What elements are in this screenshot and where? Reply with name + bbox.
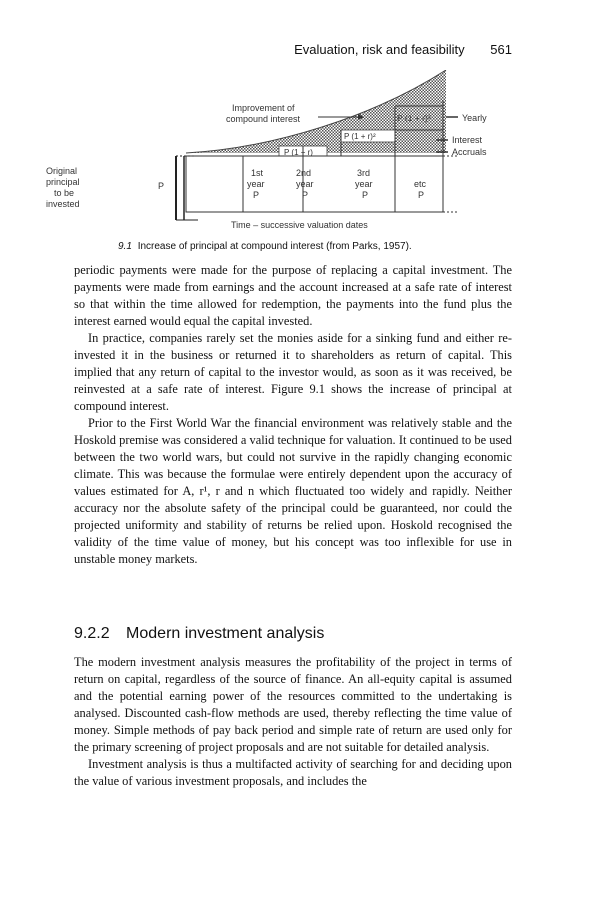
label-original-4: invested: [46, 199, 80, 209]
label-original-1: Original: [46, 166, 78, 176]
figure-caption: [118, 241, 558, 252]
col3-year-label: 3rd: [357, 168, 371, 178]
label-second-formula: P (1 + r)²: [344, 132, 376, 141]
col4-p: P: [418, 190, 425, 200]
section-number: 9.2.2: [74, 625, 110, 642]
paragraph-2: In practice, companies rarely set the monies aside for a sinking fund and either re-invested it in the business or returned it to shareholders as return of capital. This implied that any return of capital to the investor would, as soon as it was received, be reinvested at a safe rate of interest. Figure 9.1 shows the increase of principal at compound interest.: [74, 331, 512, 413]
body-text-bottom: [74, 654, 512, 790]
label-improvement-1: Improvement of: [232, 103, 295, 113]
running-head-title: Evaluation, risk and feasibility: [294, 42, 465, 57]
legend-yearly: Yearly: [462, 113, 487, 123]
section-heading: [74, 625, 324, 643]
col1-year-label: 1st: [251, 168, 264, 178]
page-number: 561: [490, 42, 512, 57]
label-original-2: principal: [46, 177, 80, 187]
col1-p: P: [253, 190, 260, 200]
label-yearly-formula: P (1 + r)³: [397, 113, 431, 123]
paragraph-5: Investment analysis is thus a multifacted activity of searching for and deciding upon the value of various investment proposals, and includes the: [74, 757, 512, 788]
caption-text: Increase of principal at compound interest (from Parks, 1957).: [137, 241, 412, 252]
col2-year-label: 2nd: [296, 168, 312, 178]
label-improvement-2: compound interest: [226, 114, 301, 124]
legend-accruals: Accruals: [452, 147, 487, 157]
col4-etc: etc: [414, 179, 427, 189]
label-original-3: to be: [54, 188, 75, 198]
running-head: [294, 42, 512, 57]
body-text-top: [74, 262, 512, 568]
compound-interest-diagram: [46, 70, 566, 240]
col3-p: P: [362, 190, 369, 200]
label-first-formula: P (1 + r): [284, 148, 313, 157]
legend-interest: Interest: [452, 135, 483, 145]
paragraph-4: The modern investment analysis measures the profitability of the project in terms of return on capital, regardless of the source of finance. An all-equity capital is assumed and the potential earning power of the resources committed to the undertaking is analysed. Discounted cash-flow methods are used, thereby reflecting the time value of money. Simple methods of pay back period and simple rate of return are used only for the primary screening of project proposals and are not suitable for detailed analysis.: [74, 655, 512, 754]
col2-year-word: year: [296, 179, 314, 189]
col3-year-word: year: [355, 179, 373, 189]
paragraph-3: Prior to the First World War the financial environment was relatively stable and the Hoskold premise was considered a valid technique for valuation. It continued to be used between the two world wars, but could not survive in the rapidly changing economic climate. This was because the formulae were entirely dependent upon the accuracy of values estimated for A, r¹, r and n which fluctuated too widely and rapidly. Neither accuracy nor the absolute safety of the principal could be guaranteed, nor could the projected uniformity and stability of returns be relied upon. Hoskold recognised the validity of the time value of money, but his concept was too inflexible for use in unstable money markets.: [74, 416, 512, 566]
time-axis-label: Time – successive valuation dates: [231, 220, 368, 230]
figure-9-1: [46, 70, 566, 240]
label-p-left: P: [158, 181, 165, 191]
principal-base: [186, 156, 443, 212]
compound-interest-area: [186, 70, 446, 153]
section-title: Modern investment analysis: [126, 625, 325, 642]
col2-p: P: [302, 190, 309, 200]
col1-year-word: year: [247, 179, 265, 189]
caption-number: 9.1: [118, 241, 132, 252]
paragraph-1: periodic payments were made for the purpose of replacing a capital investment. The payments were made from earnings and the account increased at a safe rate of interest so that within the time allowed for redemption, the payments into the fund plus the interest earned would equal the capital invested.: [74, 263, 512, 328]
